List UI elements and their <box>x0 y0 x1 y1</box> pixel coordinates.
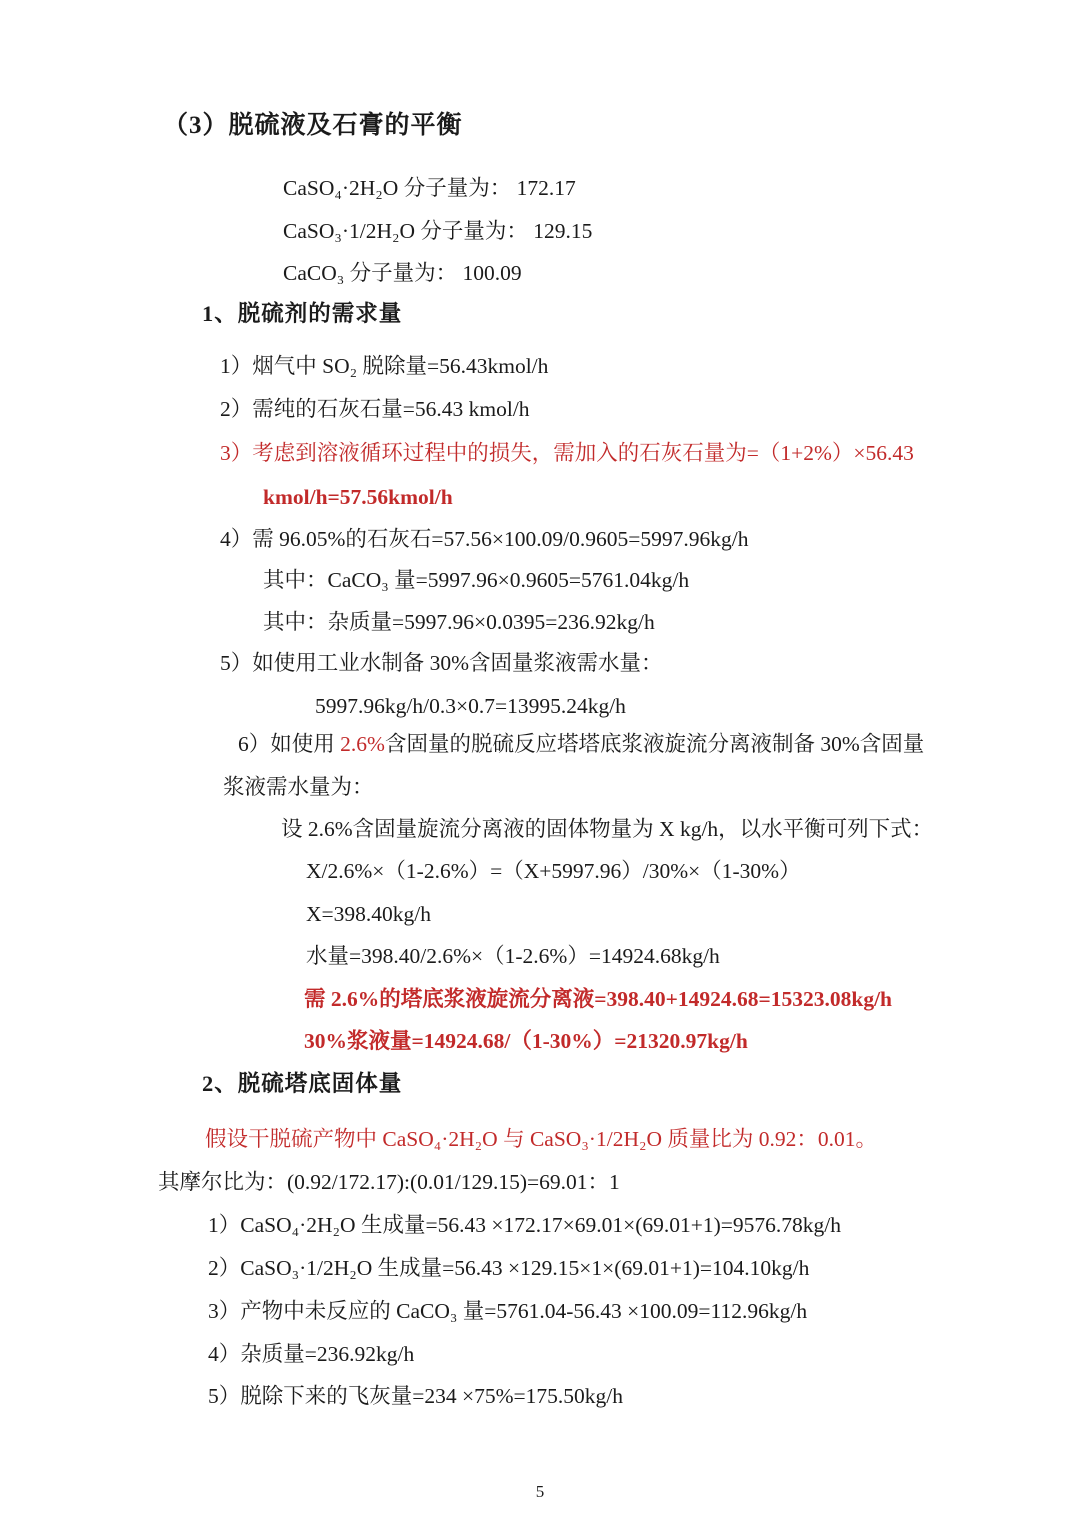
section2-item5: 5）脱除下来的飞灰量=234 ×75%=175.50kg/h <box>208 1384 624 1408</box>
section1-item2: 2）需纯的石灰石量=56.43 kmol/h <box>220 397 530 421</box>
section1-item6-line2: 浆液需水量为： <box>223 775 374 799</box>
section2-molar-ratio: 其摩尔比为：(0.92/172.17):(0.01/129.15)=69.01：1 <box>158 1170 620 1194</box>
section1-item3-line2: kmol/h=57.56kmol/h <box>263 485 453 509</box>
section1-item6-pre: 6）如使用 <box>238 732 341 756</box>
page-title: （3）脱硫液及石膏的平衡 <box>163 112 463 139</box>
formula-x-value: X=398.40kg/h <box>306 902 432 926</box>
water-balance-setup: 设 2.6%含固量旋流分离液的固体物量为 X kg/h，以水平衡可列下式： <box>281 817 934 841</box>
section1-item6-post: 含固量的脱硫反应塔塔底浆液旋流分离液制备 30%含固量 <box>384 732 925 756</box>
section2-assumption: 假设干脱硫产物中 CaSO₄·2H₂O 与 CaSO₃·1/2H₂O 质量比为 0.92：0.01。 <box>205 1127 877 1151</box>
section1-item5-formula: 5997.96kg/h/0.3×0.7=13995.24kg/h <box>315 694 626 718</box>
section1-item1: 1）烟气中 SO₂ 脱除量=56.43kmol/h <box>220 354 549 378</box>
section1-heading: 1、脱硫剂的需求量 <box>202 301 403 326</box>
result-separated-liquid: 需 2.6%的塔底浆液旋流分离液=398.40+14924.68=15323.08kg/h <box>304 987 893 1011</box>
mw-gypsum: CaSO₄·2H₂O 分子量为： 172.17 <box>283 176 576 200</box>
result-slurry-amount: 30%浆液量=14924.68/（1-30%）=21320.97kg/h <box>304 1029 748 1053</box>
section1-item6-line1 <box>238 734 924 756</box>
formula-water-amount: 水量=398.40/2.6%×（1-2.6%）=14924.68kg/h <box>306 944 720 968</box>
section2-item1: 1）CaSO₄·2H₂O 生成量=56.43 ×172.17×69.01×(69.01+1)=9576.78kg/h <box>208 1213 841 1237</box>
mw-calcium-carbonate: CaCO₃ 分子量为： 100.09 <box>283 261 522 285</box>
section2-item2: 2）CaSO₃·1/2H₂O 生成量=56.43 ×129.15×1×(69.01+1)=104.10kg/h <box>208 1256 810 1280</box>
section2-heading: 2、脱硫塔底固体量 <box>202 1071 403 1096</box>
section1-item4-sub1: 其中：CaCO₃ 量=5997.96×0.9605=5761.04kg/h <box>263 568 690 592</box>
section1-item5: 5）如使用工业水制备 30%含固量浆液需水量： <box>220 651 663 675</box>
page-number: 5 <box>535 1482 545 1501</box>
mw-calcium-sulfite: CaSO₃·1/2H₂O 分子量为： 129.15 <box>283 219 593 243</box>
section1-item4-sub2: 其中：杂质量=5997.96×0.0395=236.92kg/h <box>263 610 655 634</box>
section1-item4: 4）需 96.05%的石灰石=57.56×100.09/0.9605=5997.96kg/h <box>220 527 749 551</box>
formula-water-balance: X/2.6%×（1-2.6%）=（X+5997.96）/30%×（1-30%） <box>306 859 801 883</box>
section2-item3: 3）产物中未反应的 CaCO₃ 量=5761.04-56.43 ×100.09=112.96kg/h <box>208 1299 808 1323</box>
section1-item6-red-value: 2.6% <box>340 732 385 756</box>
section1-item3-line1: 3）考虑到溶液循环过程中的损失，需加入的石灰石量为=（1+2%）×56.43 <box>220 441 914 465</box>
section2-item4: 4）杂质量=236.92kg/h <box>208 1342 415 1366</box>
